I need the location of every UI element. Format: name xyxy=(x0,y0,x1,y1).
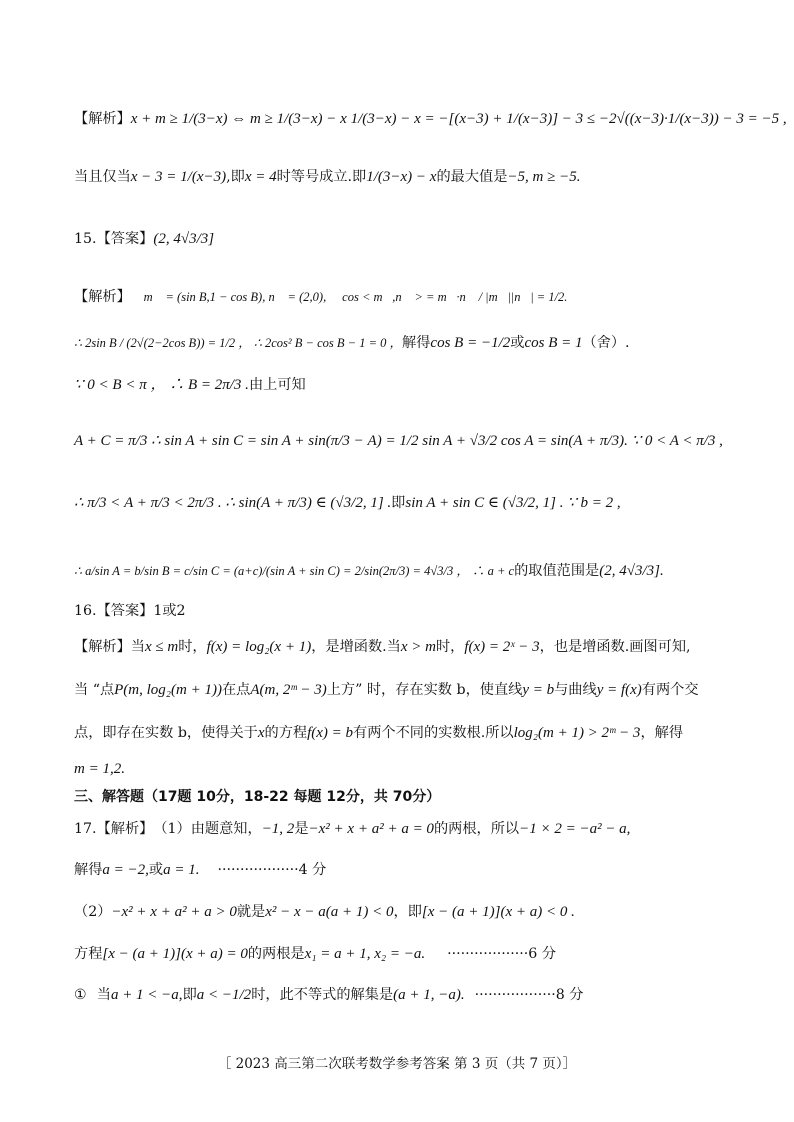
solution-15-line-3: ∵ 0 < B < π ， ∴ B = 2π/3 . 由上可知 xyxy=(74,377,306,394)
analysis-tag: 【解析】 xyxy=(96,821,154,838)
inequality-derivation: x + m ≥ 1/(3−x) ⇔ m ≥ 1/(3−x) − x 1/(3−x) − x = −[(x−3) + 1/(x−3)] − 3 ≤ −2√((x−3)·1/(x−3)) − 3 = −5 , xyxy=(130,111,787,127)
solution-14-line-2: 当且仅当 x − 3 = 1/(x−3) ,即 x = 4 时等号成立.即 1/(3−x) − x 的最大值是 −5, m ≥ −5. xyxy=(74,169,581,186)
solution-17-line-4: 方程 [x − (a + 1)](x + a) = 0 的两根是 x₁ = a + 1, x₂ = −a. ··················6 分 xyxy=(74,946,557,963)
answer-tag: 【答案】 xyxy=(96,603,154,619)
solution-16-line-1: 【解析】 当 x ≤ m 时， f(x) = log₂(x + 1) ，是增函数.当 x > m 时， f(x) = 2ˣ − 3 ，也是增函数.画图可知, xyxy=(74,639,691,656)
analysis-tag: 【解析】 xyxy=(74,639,131,656)
solution-14-line-1 xyxy=(74,111,787,128)
score-marker: ··················8 分 xyxy=(474,987,584,1004)
solution-16-line-2: 当 “点 P(m, log₂(m + 1)) 在点 A(m, 2ᵐ − 3) 上方” 时，存在实数 b，使直线 y = b 与曲线 y = f(x) 有两个交 xyxy=(74,682,699,699)
answer-15: 15. 【答案】 (2, 4√3/3] xyxy=(74,231,215,248)
solution-17-line-2: 解得 a = −2, 或 a = 1. ··················4 分 xyxy=(74,862,327,879)
section-heading: 三、解答题（17题 10分，18-22 每题 12分，共 70分） xyxy=(74,789,441,805)
solution-15-line-4: A + C = π/3 ∴ sin A + sin C = sin A + sin(π/3 − A) = 1/2 sin A + √3/2 cos A = sin(A + π/3). ∵ 0 < A < π/3 , xyxy=(74,433,723,449)
score-marker: ··················6 分 xyxy=(447,946,557,963)
solution-15-line-5: ∴ π/3 < A + π/3 < 2π/3 . ∴ sin(A + π/3) ∈ (√3/2, 1] . 即 sin A + sin C ∈ (√3/2, 1] . ∵ b = 2 , xyxy=(74,495,621,512)
analysis-tag: 【解析】 xyxy=(74,289,131,305)
solution-17-line-3: （2） −x² + x + a² + a > 0 就是 x² − x − a(a + 1) < 0 ，即 [x − (a + 1)](x + a) < 0 . xyxy=(74,904,575,921)
answer-16: 16. 【答案】 1或2 xyxy=(74,603,186,619)
solution-15-line-1: 【解析】 ∵ m⃗ = (sin B,1 − cos B), n⃗ = (2,0), ∴ cos < m⃗,n⃗ > = m⃗·n⃗ / |m⃗||n⃗| = 1/2. xyxy=(74,289,568,305)
score-marker: ··················4 分 xyxy=(217,862,327,879)
solution-15-line-6: ∴ a/sin A = b/sin B = c/sin C = (a+c)/(sin A + sin C) = 2/sin(2π/3) = 4√3/3 ， ∴ a + c 的取值范围是 (2, 4√3/3]. xyxy=(74,563,664,580)
solution-16-line-4: m = 1,2. xyxy=(74,761,125,777)
answer-tag: 【答案】 xyxy=(96,231,154,248)
answer-value: (2, 4√3/3] xyxy=(153,231,215,247)
solution-16-line-3: 点，即存在实数 b，使得关于 x 的方程 f(x) = b 有两个不同的实数根.所以 log₂(m + 1) > 2ᵐ − 3 ，解得 xyxy=(74,725,684,742)
page-footer: ［ 2023 高三第二次联考数学参考答案 第 3 页（共 7 页）］ xyxy=(217,1056,577,1072)
analysis-tag: 【解析】 xyxy=(74,111,131,128)
answer-value: 1或2 xyxy=(153,603,186,619)
solution-17-line-5: ① 当 a + 1 < −a, 即 a < −1/2 时，此不等式的解集是 (a + 1, −a). ··················8 分 xyxy=(74,987,584,1004)
solution-15-line-2: ∴ 2sin B / (2√(2−2cos B)) = 1/2 ， ∴ 2cos² B − cos B − 1 = 0 ， 解得 cos B = −1/2 或 cos B = 1 （舍）. xyxy=(74,335,630,352)
solution-17-line-1: 17. 【解析】 （1）由题意知， −1, 2 是 −x² + x + a² + a = 0 的两根，所以 −1 × 2 = −a² − a, xyxy=(74,821,631,838)
